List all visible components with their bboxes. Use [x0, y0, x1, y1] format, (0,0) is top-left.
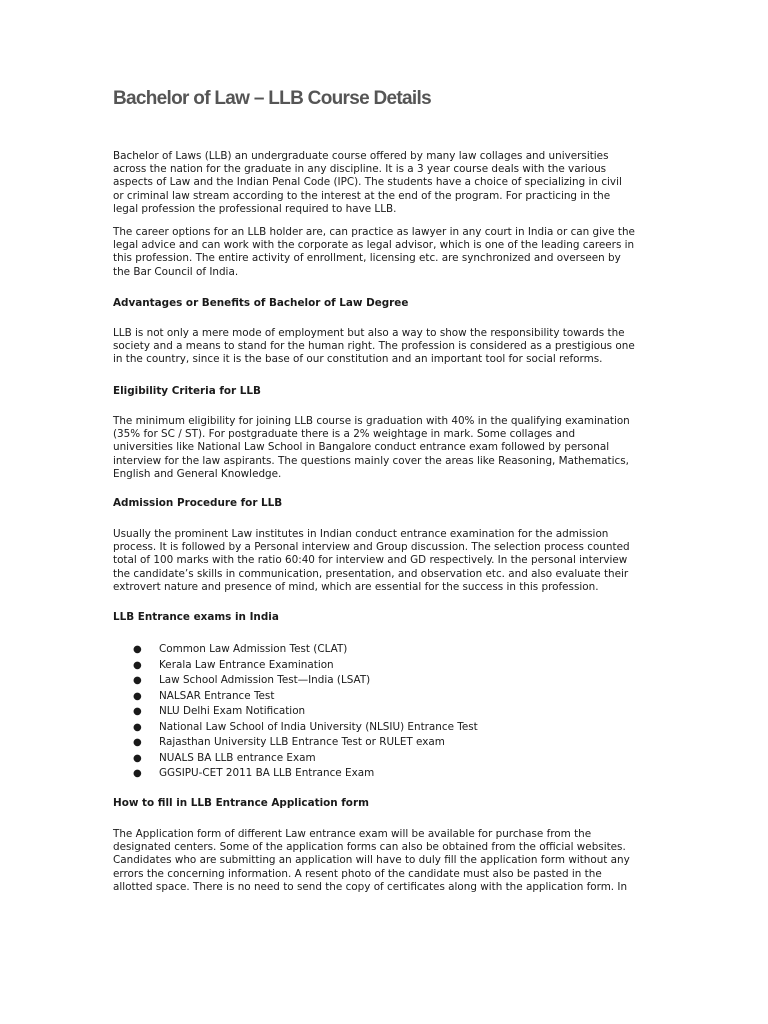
- list-item: [113, 766, 478, 782]
- text-line: (35% for SC / ST). For postgraduate there is a 2% weightage in mark. Some collages and: [113, 428, 576, 441]
- text-line: aspects of Law and the Indian Penal Code (IPC). The students have a choice of specializing in civil: [113, 176, 622, 189]
- text-line: errors the concerning information. A resent photo of the candidate must also be pasted in the: [113, 867, 602, 880]
- text-line: total of 100 marks with the ratio 60:40 for interview and GD respectively. In the personal interview: [113, 554, 628, 567]
- list-item-text: Law School Admission Test—India (LSAT): [159, 674, 371, 686]
- text-line: this profession. The entire activity of enrollment, licensing etc. are synchronized and overseen by: [113, 252, 621, 265]
- text-line: English and General Knowledge.: [113, 467, 282, 480]
- text-line: society and a means to stand for the human right. The profession is considered as a prestigious one: [113, 340, 635, 353]
- list-item: [113, 720, 478, 736]
- advantages-paragraph: [113, 327, 658, 367]
- list-item-text: Common Law Admission Test (CLAT): [159, 643, 348, 655]
- bullet-icon: ●: [133, 675, 142, 686]
- text-line: or criminal law stream according to the interest at the end of the program. For practicing in the: [113, 189, 611, 202]
- list-item-text: NLU Delhi Exam Notification: [159, 705, 306, 717]
- section-heading-admission: Admission Procedure for LLB: [113, 497, 283, 509]
- list-item: [113, 658, 478, 674]
- bullet-icon: ●: [133, 721, 142, 733]
- bullet-icon: ●: [133, 690, 142, 702]
- text-line: the candidate’s skills in communication, presentation, and observation etc. and also evaluate their: [113, 567, 629, 580]
- text-line: process. It is followed by a Personal interview and Group discussion. The selection process counted: [113, 541, 630, 554]
- text-line: allotted space. There is no need to send the copy of certificates along with the application form. In: [113, 880, 628, 893]
- bullet-icon: ●: [133, 737, 142, 748]
- text-line: interview for the law aspirants. The questions mainly cover the areas like Reasoning, Mathematics,: [113, 454, 629, 467]
- text-line: the Bar Council of India.: [113, 265, 239, 278]
- list-item: [113, 751, 478, 767]
- list-item-text: Kerala Law Entrance Examination: [159, 658, 334, 671]
- entrance-exam-list: [113, 642, 478, 782]
- list-item: [113, 704, 478, 720]
- text-line: designated centers. Some of the application forms can also be obtained from the official websites.: [113, 841, 626, 854]
- text-line: The career options for an LLB holder are, can practice as lawyer in any court in India or can give the: [113, 226, 635, 238]
- text-line: legal advice and can work with the corporate as legal advisor, which is one of the leading careers in: [113, 239, 635, 252]
- text-line: Usually the prominent Law institutes in Indian conduct entrance examination for the admission: [113, 528, 609, 540]
- text-line: across the nation for the graduate in any discipline. It is a 3 year course deals with the various: [113, 163, 607, 176]
- list-item-text: National Law School of India University (NLSIU) Entrance Test: [159, 720, 478, 733]
- section-heading-eligibility: Eligibility Criteria for LLB: [113, 385, 261, 397]
- bullet-icon: ●: [133, 752, 142, 764]
- bullet-icon: ●: [133, 644, 142, 655]
- text-line: universities like National Law School in Bangalore conduct entrance exam followed by personal: [113, 441, 610, 454]
- list-item-text: Rajasthan University LLB Entrance Test or RULET exam: [159, 736, 445, 748]
- text-line: The Application form of different Law entrance exam will be available for purchase from the: [113, 828, 592, 840]
- bullet-icon: ●: [133, 706, 142, 717]
- list-item-text: GGSIPU-CET 2011 BA LLB Entrance Exam: [159, 767, 375, 779]
- text-line: Bachelor of Laws (LLB) an undergraduate course offered by many law collages and universities: [113, 150, 609, 162]
- text-line: LLB is not only a mere mode of employment but also a way to show the responsibility towards the: [113, 327, 625, 339]
- section-heading-advantages: Advantages or Benefits of Bachelor of Law Degree: [113, 297, 409, 309]
- intro-paragraph-1: [113, 150, 658, 216]
- list-item-text: NALSAR Entrance Test: [159, 689, 275, 702]
- text-line: legal profession the professional required to have LLB.: [113, 202, 397, 215]
- admission-paragraph: [113, 528, 658, 594]
- application-form-paragraph: [113, 828, 658, 894]
- list-item: [113, 689, 478, 705]
- bullet-icon: ●: [133, 768, 142, 779]
- list-item: [113, 642, 478, 658]
- text-line: Candidates who are submitting an application will have to duly fill the application form without any: [113, 854, 630, 867]
- list-item-text: NUALS BA LLB entrance Exam: [159, 751, 316, 764]
- page-title: Bachelor of Law – LLB Course Details: [113, 88, 431, 109]
- text-line: The minimum eligibility for joining LLB course is graduation with 40% in the qualifying examination: [113, 415, 630, 427]
- bullet-icon: ●: [133, 659, 142, 671]
- list-item: [113, 673, 478, 689]
- intro-paragraph-2: [113, 226, 658, 279]
- section-heading-application-form: How to fill in LLB Entrance Application form: [113, 797, 369, 809]
- eligibility-paragraph: [113, 415, 658, 481]
- text-line: extrovert nature and presence of mind, which are essential for the success in this profession.: [113, 580, 599, 593]
- section-heading-entrance-exams: LLB Entrance exams in India: [113, 611, 279, 623]
- list-item: [113, 735, 478, 751]
- text-line: in the country, since it is the base of our constitution and an important tool for social reforms.: [113, 353, 603, 366]
